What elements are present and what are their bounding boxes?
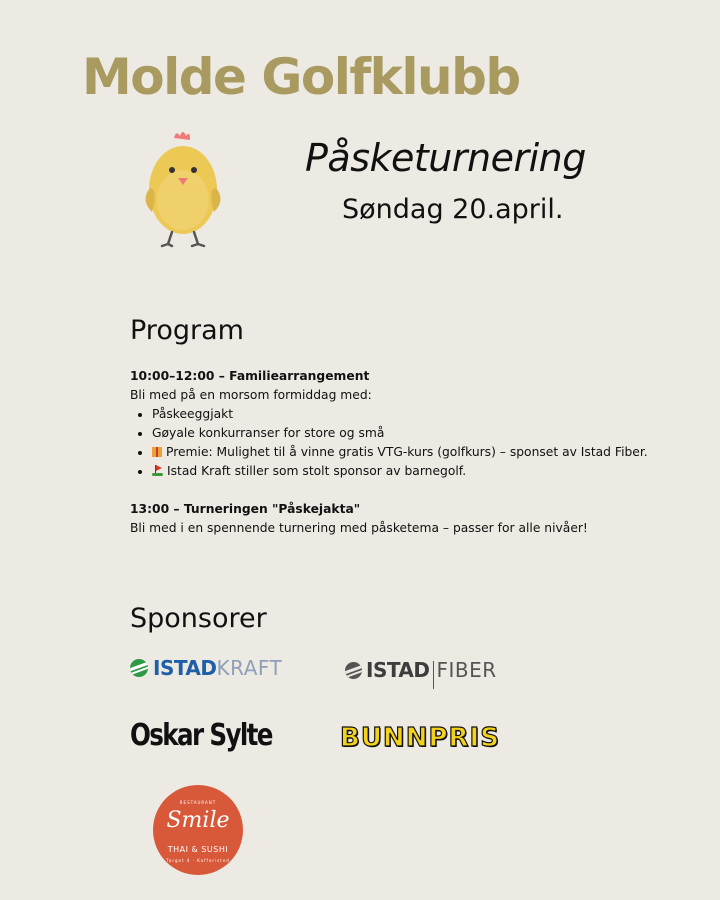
list-item-text: Premie: Mulighet til å vinne gratis VTG-kurs (golfkurs) – sponset av Istad Fiber. <box>166 445 648 459</box>
list-item-text: Istad Kraft stiller som stolt sponsor av barnegolf. <box>167 464 467 478</box>
program-heading: Program <box>130 315 244 346</box>
oskar-sylte-logo: Oskar Sylte <box>130 718 272 753</box>
program-block-title: 13:00 – Turneringen "Påskejakta" <box>130 502 361 516</box>
istad-kraft-logo <box>130 656 282 680</box>
easter-chick-icon <box>138 128 228 248</box>
bunnpris-logo: BUNNPRIS <box>340 723 500 753</box>
istad-fiber-mark-icon <box>345 662 362 679</box>
istad-kraft-word: ISTAD <box>153 656 217 680</box>
smile-top-text: RESTAURANT <box>179 800 217 805</box>
event-title: Påsketurnering <box>305 136 586 180</box>
list-item <box>152 443 690 462</box>
smile-bottom-text: Torget 4 · Kafferisted <box>166 858 230 863</box>
program-block-intro: Bli med i en spennende turnering med påsketema – passer for alle nivåer! <box>130 521 588 535</box>
istad-kraft-suffix: KRAFT <box>216 656 283 680</box>
istad-kraft-mark-icon <box>130 659 148 677</box>
smile-restaurant-logo <box>153 785 243 875</box>
list-item <box>152 424 690 443</box>
istad-fiber-logo <box>345 656 497 684</box>
smile-sub-text: THAI & SUSHI <box>167 845 229 854</box>
istad-fiber-divider <box>433 661 434 689</box>
istad-fiber-word: ISTAD <box>366 658 430 682</box>
golf-flag-icon <box>152 465 163 476</box>
event-date: Søndag 20.april. <box>342 194 564 225</box>
list-item-text: Påskeeggjakt <box>152 407 234 421</box>
program-block-intro: Bli med på en morsom formiddag med: <box>130 388 372 402</box>
istad-fiber-suffix: FIBER <box>436 658 497 682</box>
program-section <box>130 367 690 538</box>
list-item <box>152 405 690 424</box>
program-block-title: 10:00–12:00 – Familiearrangement <box>130 369 370 383</box>
gift-icon <box>152 447 162 457</box>
list-item <box>152 462 690 481</box>
club-title: Molde Golfklubb <box>82 48 520 106</box>
program-list <box>130 405 690 481</box>
list-item-text: Gøyale konkurranser for store og små <box>152 426 385 440</box>
smile-script-text: Smile <box>166 808 230 833</box>
sponsors-heading: Sponsorer <box>130 603 267 634</box>
